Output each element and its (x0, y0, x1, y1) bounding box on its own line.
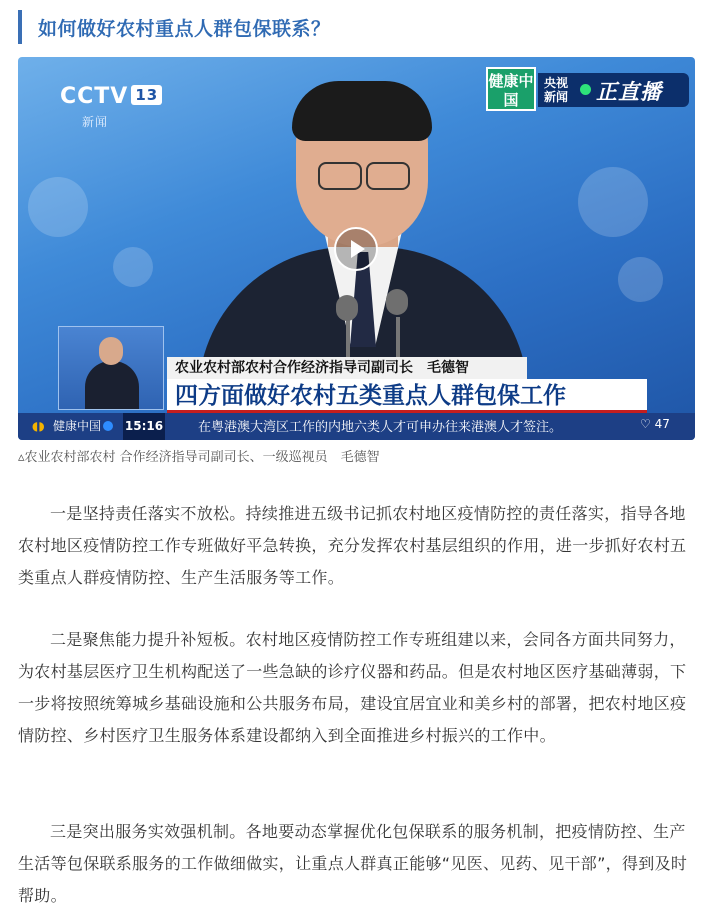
channel-name-text: 健康中国 (53, 419, 102, 433)
microphone-icon (386, 289, 408, 315)
bokeh-light (113, 247, 153, 287)
paragraph-2: 二是聚焦能力提升补短板。农村地区疫情防控工作专班组建以来，会同各方面共同努力，为农村基层医疗卫生机构配送了一些急缺的诊疗仪器和药品。但是农村地区医疗基础薄弱，下一步将按照统筹城乡基础设施和公共服务布局，建设宜居宜业和美乡村的部署，把农村地区疫情防控、乡村医疗卫生服务体系建设都纳入到全面推进乡村振兴的工作中。 (18, 630, 687, 745)
channel-icon: ◖◗ (32, 419, 45, 433)
paragraph-1: 一是坚持责任落实不放松。持续推进五级书记抓农村地区疫情防控的责任落实，指导各地农村地区疫情防控工作专班做好平急转换，充分发挥农村基层组织的作用，进一步抓好农村五类重点人群疫情防控、生产生活服务等工作。 (18, 504, 687, 587)
live-badge-channel: 央视新闻 (544, 76, 569, 104)
cctv-logo (60, 84, 162, 129)
live-badge-status: 正直播 (596, 80, 662, 104)
video-player[interactable] (18, 57, 695, 440)
bokeh-light (28, 177, 88, 237)
verified-icon (103, 421, 113, 431)
sign-language-interpreter (58, 326, 164, 410)
paragraph-3: 三是突出服务实效强机制。各地要动态掌握优化包保联系的服务机制，把疫情防控、生产生活等包保联系服务的工作做细做实，让重点人群真正能够“见医、见药、见干部”，得到及时帮助。 (18, 822, 688, 905)
article-heading (18, 10, 694, 44)
news-ticker (18, 413, 695, 440)
live-dot-icon (580, 84, 591, 95)
channel-name[interactable] (53, 417, 113, 434)
heart-icon: ♡ (640, 417, 651, 431)
cctv-channel-number: 13 (131, 85, 162, 105)
bokeh-light (578, 167, 648, 237)
bokeh-light (618, 257, 663, 302)
cctv-logo-sub: 新闻 (82, 115, 109, 129)
like-count: 47 (654, 417, 670, 431)
heading-text: 如何做好农村重点人群包保联系？ (38, 18, 331, 40)
cctv-logo-text: CCTV (60, 84, 129, 109)
play-button[interactable] (334, 227, 378, 271)
video-headline: 四方面做好农村五类重点人群包保工作 (167, 379, 647, 413)
live-badge-left: 健康中国 (486, 67, 536, 111)
broadcast-time: 15:16 (123, 413, 165, 440)
microphone-icon (336, 295, 358, 321)
speaker-title: 农业农村部农村合作经济指导司副司长 毛德智 (167, 357, 527, 379)
photo-caption: ▵农业农村部农村 合作经济指导司副司长、一级巡视员 毛德智 (18, 450, 380, 465)
ticker-text: 在粤港澳大湾区工作的内地六类人才可申办往来港澳人才签注。 (198, 420, 563, 435)
live-badge-bar (538, 73, 689, 107)
like-button[interactable] (640, 417, 670, 431)
